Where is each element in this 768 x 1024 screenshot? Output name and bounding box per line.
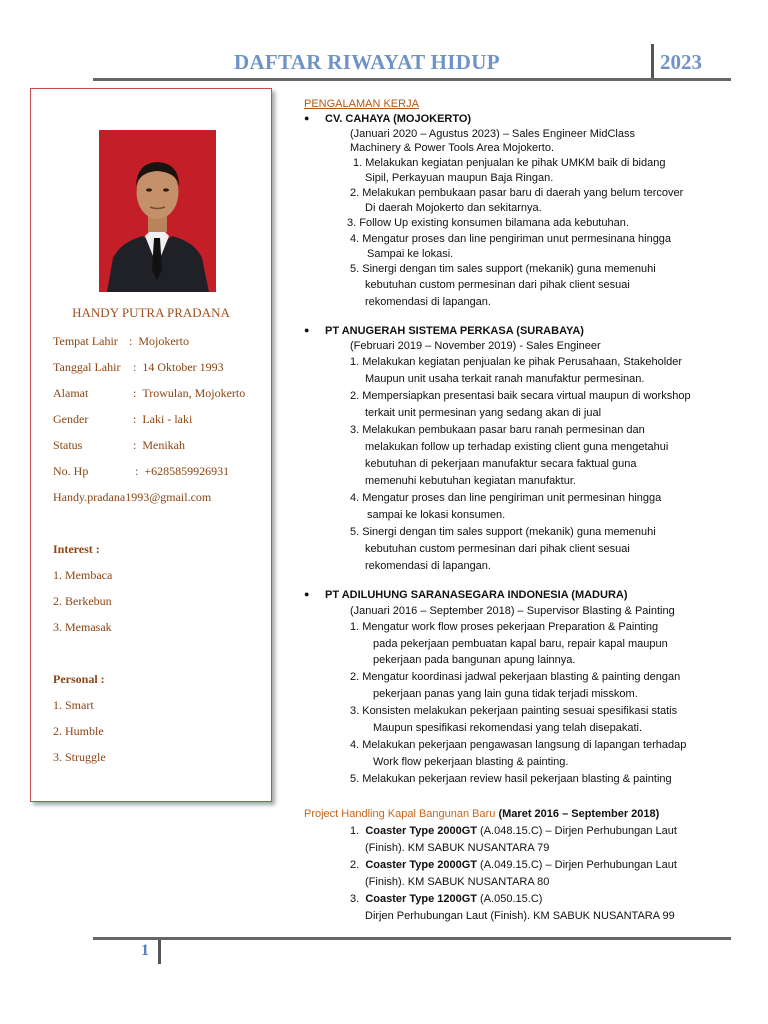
document-title: DAFTAR RIWAYAT HIDUP bbox=[234, 50, 500, 74]
profile-name: HANDY PUTRA PRADANA bbox=[72, 305, 230, 320]
job-line: (Januari 2020 – Agustus 2023) – Sales Engineer MidClass bbox=[350, 128, 635, 140]
company-name: PT ANUGERAH SISTEMA PERKASA (SURABAYA) bbox=[325, 325, 584, 337]
project-item bbox=[350, 859, 677, 871]
personal-item: 2. Humble bbox=[53, 724, 104, 738]
job-line: 1. Mengatur work flow proses pekerjaan Preparation & Painting bbox=[350, 621, 659, 633]
job-line: Di daerah Mojokerto dan sekitarnya. bbox=[365, 202, 542, 214]
project-line2: (Finish). KM SABUK NUSANTARA 80 bbox=[365, 876, 550, 888]
header-rule bbox=[93, 78, 731, 81]
personal-item: 1. Smart bbox=[53, 698, 94, 712]
bullet-icon: ● bbox=[304, 325, 310, 335]
job-line: 3. Melakukan pembukaan pasar baru ranah permesinan dan bbox=[350, 424, 645, 436]
personal-heading: Personal : bbox=[53, 672, 105, 686]
detail-birthdate bbox=[53, 360, 224, 375]
job-line: 2. Mempersiapkan presentasi baik secara virtual maupun di workshop bbox=[350, 390, 691, 402]
job-line: 4. Melakukan pekerjaan pengawasan langsung di lapangan terhadap bbox=[350, 739, 687, 751]
project-name: Coaster Type 1200GT bbox=[365, 893, 477, 905]
company-name: PT ADILUHUNG SARANASEGARA INDONESIA (MADURA) bbox=[325, 589, 628, 601]
job-line: pekerjaan pada bangunan apung lainnya. bbox=[373, 654, 576, 666]
interest-item: 2. Berkebun bbox=[53, 594, 112, 608]
detail-sep: : bbox=[133, 412, 137, 426]
detail-status bbox=[53, 438, 185, 453]
projects-title: Project Handling Kapal Bangunan Baru bbox=[304, 808, 496, 820]
job-line: Work flow pekerjaan blasting & painting. bbox=[373, 756, 569, 768]
job-line: (Februari 2019 – November 2019) - Sales Engineer bbox=[350, 340, 601, 352]
job-line: 5. Sinergi dengan tim sales support (mekanik) guna memenuhi bbox=[350, 263, 656, 275]
job-line: 5. Melakukan pekerjaan review hasil pekerjaan blasting & painting bbox=[350, 773, 672, 785]
email-link[interactable]: Handy.pradana1993@gmail.com bbox=[53, 490, 212, 504]
job-line: rekomendasi di lapangan. bbox=[365, 560, 491, 572]
experience-heading: PENGALAMAN KERJA bbox=[304, 98, 419, 110]
job-line: sampai ke lokasi konsumen. bbox=[367, 509, 506, 521]
bullet-icon: ● bbox=[304, 589, 310, 599]
job-line: 5. Sinergi dengan tim sales support (mekanik) guna memenuhi bbox=[350, 526, 656, 538]
detail-birthplace bbox=[53, 334, 189, 349]
detail-label: Tanggal Lahir bbox=[53, 360, 121, 374]
detail-value: +6285859926931 bbox=[144, 464, 230, 478]
projects-period: (Maret 2016 – September 2018) bbox=[498, 808, 660, 820]
bullet-icon: ● bbox=[304, 113, 310, 123]
detail-value: Trowulan, Mojokerto bbox=[142, 386, 246, 400]
detail-sep: : bbox=[135, 464, 139, 478]
detail-label: No. Hp bbox=[53, 464, 89, 478]
detail-sep: : bbox=[129, 334, 133, 348]
job-line: terkait unit permesinan yang sedang akan di jual bbox=[365, 407, 602, 419]
interest-heading: Interest : bbox=[53, 542, 100, 556]
job-line: rekomendasi di lapangan. bbox=[365, 296, 491, 308]
detail-sep: : bbox=[133, 438, 137, 452]
project-num: 3. bbox=[350, 893, 360, 905]
job-line: kebutuhan custom permesinan dari pihak client sesuai bbox=[365, 279, 630, 291]
job-line: 4. Mengatur proses dan line pengiriman unit permesinan hingga bbox=[350, 492, 662, 504]
job-line: 2. Mengatur koordinasi jadwal pekerjaan blasting & painting dengan bbox=[350, 671, 681, 683]
job-line: pada pekerjaan pembuatan kapal baru, repair kapal maupun bbox=[373, 638, 668, 650]
footer-rule bbox=[93, 937, 731, 940]
detail-label: Tempat Lahir bbox=[53, 334, 118, 348]
job-line: 2. Melakukan pembukaan pasar baru di daerah yang belum tercover bbox=[350, 187, 684, 199]
projects-heading bbox=[304, 808, 659, 820]
detail-label: Gender bbox=[53, 412, 89, 426]
project-name: Coaster Type 2000GT bbox=[365, 825, 477, 837]
detail-label: Alamat bbox=[53, 386, 89, 400]
personal-item: 3. Struggle bbox=[53, 750, 106, 764]
job-line: Maupun unit usaha terkait ranah manufaktur permesinan. bbox=[365, 373, 645, 385]
project-num: 2. bbox=[350, 859, 360, 871]
project-item bbox=[350, 893, 542, 905]
job-line: 1. Melakukan kegiatan penjualan ke pihak Perusahaan, Stakeholder bbox=[350, 356, 683, 368]
project-detail: (A.048.15.C) – Dirjen Perhubungan Laut bbox=[477, 825, 677, 837]
detail-value: 14 Oktober 1993 bbox=[142, 360, 224, 374]
footer-divider bbox=[158, 940, 161, 964]
detail-sep: : bbox=[133, 386, 137, 400]
detail-label: Status bbox=[53, 438, 83, 452]
header-divider bbox=[651, 44, 654, 80]
document-year: 2023 bbox=[660, 50, 702, 74]
job-line: melakukan follow up terhadap existing client guna mengetahui bbox=[365, 441, 669, 453]
job-line: Maupun spesifikasi rekomendasi yang telah disepakati. bbox=[373, 722, 643, 734]
page-number: 1 bbox=[141, 942, 149, 959]
detail-value: Mojokerto bbox=[138, 334, 190, 348]
project-detail: (A.049.15.C) – Dirjen Perhubungan Laut bbox=[477, 859, 677, 871]
detail-gender bbox=[53, 412, 192, 427]
detail-address bbox=[53, 386, 245, 401]
project-item bbox=[350, 825, 677, 837]
job-line: kebutuhan custom permesinan dari pihak client sesuai bbox=[365, 543, 630, 555]
job-line: Machinery & Power Tools Area Mojokerto. bbox=[350, 142, 554, 154]
company-name: CV. CAHAYA (MOJOKERTO) bbox=[325, 113, 472, 125]
project-num: 1. bbox=[350, 825, 360, 837]
job-line: pekerjaan panas yang lain guna tidak terjadi misskom. bbox=[373, 688, 638, 700]
job-line: Sipil, Perkayuan maupun Baja Ringan. bbox=[365, 172, 554, 184]
project-line2: (Finish). KM SABUK NUSANTARA 79 bbox=[365, 842, 550, 854]
job-line: 1. Melakukan kegiatan penjualan ke pihak UMKM baik di bidang bbox=[353, 157, 666, 169]
job-line: 3. Konsisten melakukan pekerjaan painting sesuai spesifikasi statis bbox=[350, 705, 678, 717]
project-line2: Dirjen Perhubungan Laut (Finish). KM SABUK NUSANTARA 99 bbox=[365, 910, 675, 922]
detail-value: Laki - laki bbox=[142, 412, 193, 426]
job-line: Sampai ke lokasi. bbox=[367, 248, 454, 260]
project-name: Coaster Type 2000GT bbox=[365, 859, 477, 871]
profile-photo-image bbox=[99, 130, 216, 292]
job-line: 4. Mengatur proses dan line pengiriman unut permesinana hingga bbox=[350, 233, 672, 245]
interest-item: 3. Memasak bbox=[53, 620, 112, 634]
project-detail: (A.050.15.C) bbox=[477, 893, 543, 905]
job-line: kebutuhan di pekerjaan manufaktur secara faktual guna bbox=[365, 458, 637, 470]
profile-sidebar bbox=[30, 88, 272, 802]
detail-sep: : bbox=[133, 360, 137, 374]
job-line: 3. Follow Up existing konsumen bilamana ada kebutuhan. bbox=[347, 217, 629, 229]
job-line: (Januari 2016 – September 2018) – Supervisor Blasting & Painting bbox=[350, 605, 675, 617]
job-line: memenuhi kebutuhan kegiatan manufaktur. bbox=[365, 475, 576, 487]
detail-phone bbox=[53, 464, 229, 479]
profile-photo bbox=[99, 130, 216, 292]
detail-value: Menikah bbox=[142, 438, 185, 452]
interest-item: 1. Membaca bbox=[53, 568, 113, 582]
